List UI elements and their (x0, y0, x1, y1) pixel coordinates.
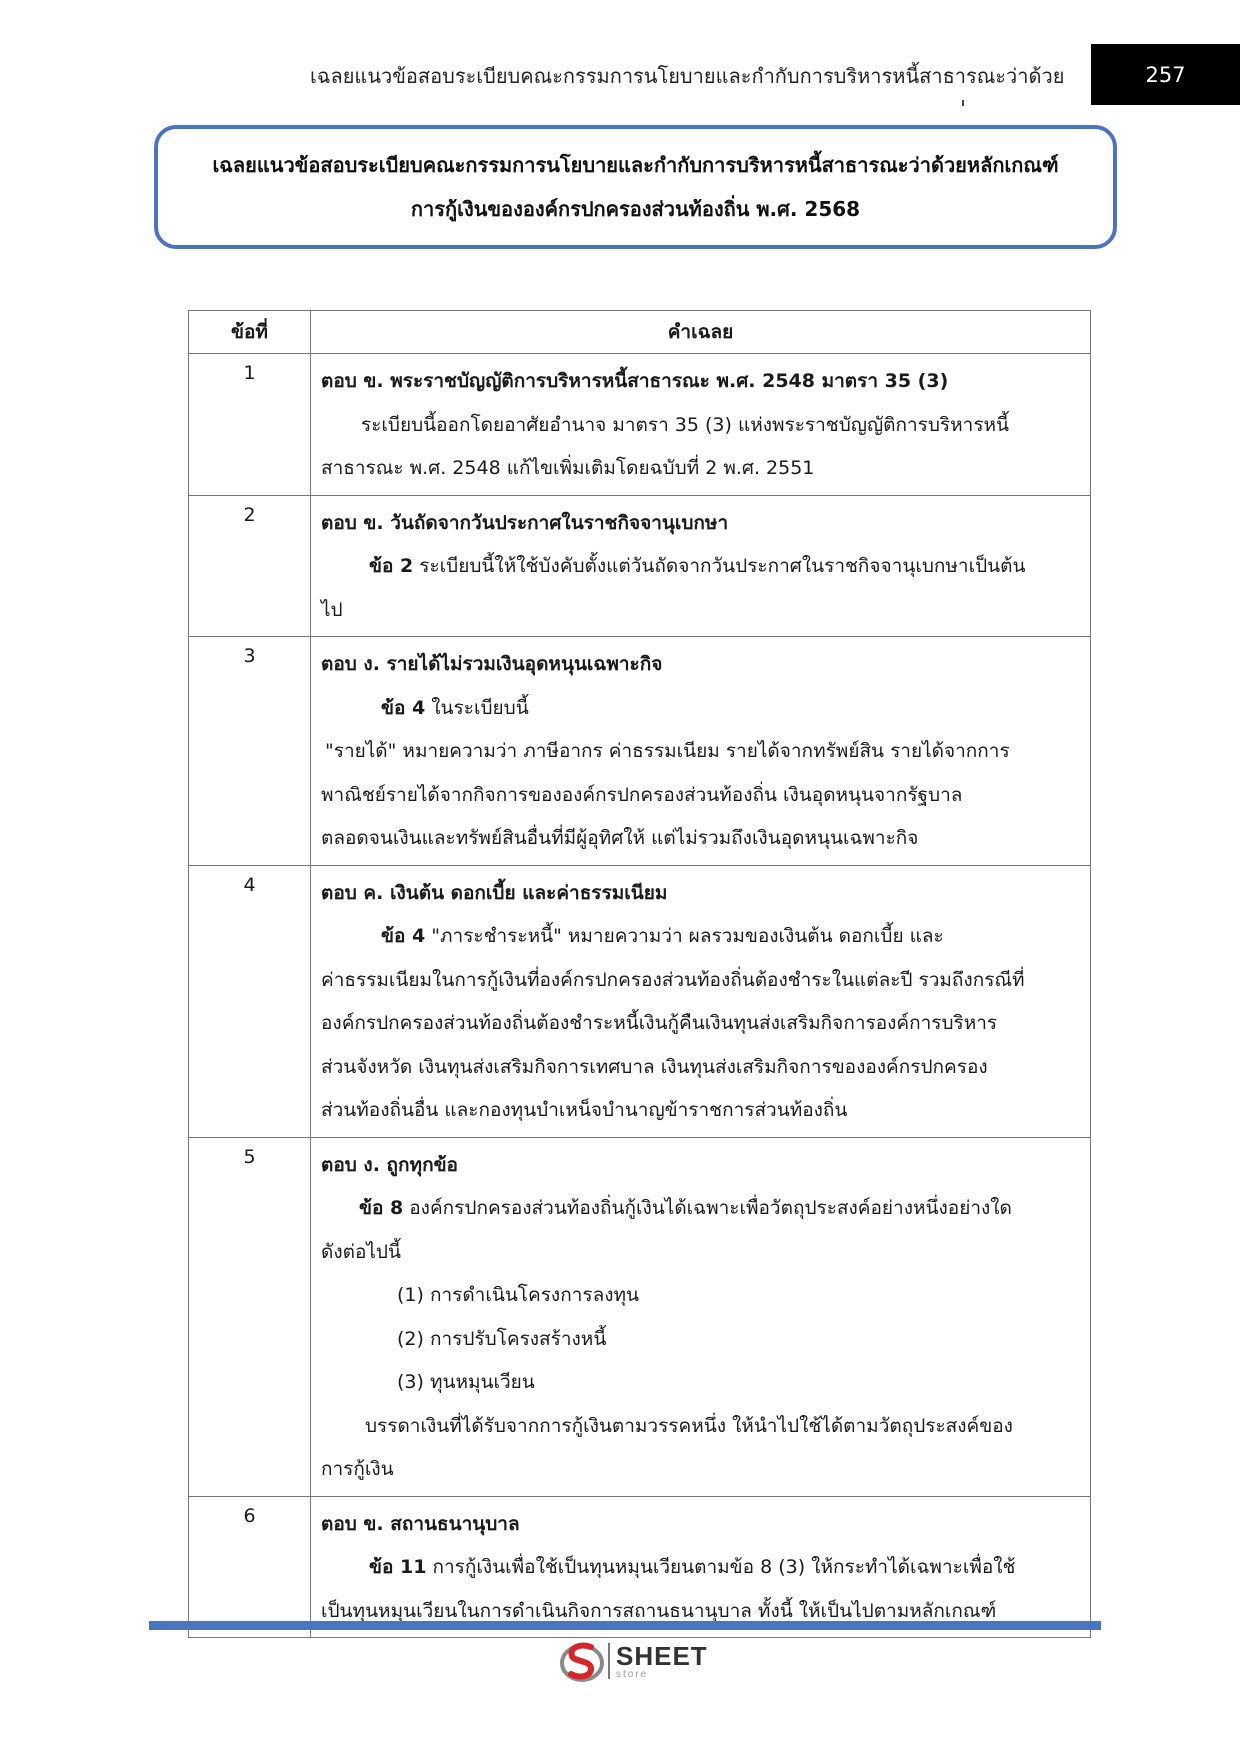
list-item: (2) การปรับโครงสร้างหนี้ (397, 1327, 607, 1350)
explanation-line: บรรดาเงินที่ได้รับจากการกู้เงินตามวรรคหนึ่ง ให้นำไปใช้ได้ตามวัตถุประสงค์ของ (365, 1414, 1013, 1437)
explanation-line: ส่วนจังหวัด เงินทุนส่งเสริมกิจการเทศบาล เงินทุนส่งเสริมกิจการขององค์กรปกครอง (321, 1055, 988, 1078)
clause-text: ในระเบียบนี้ (425, 696, 529, 719)
running-header: เฉลยแนวข้อสอบระเบียบคณะกรรมการนโยบายและกำกับการบริหารหนี้สาธารณะว่าด้วย (310, 64, 1065, 88)
page-number: 257 (1145, 62, 1186, 87)
answer-heading: ตอบ ค. เงินต้น ดอกเบี้ย และค่าธรรมเนียม (321, 881, 668, 904)
table-row (189, 1496, 1091, 1638)
clause-text: ระเบียบนี้ให้ใช้บังคับตั้งแต่วันถัดจากวันประกาศในราชกิจจานุเบกษาเป็นต้น (413, 555, 1026, 577)
explanation-line (321, 1546, 1078, 1590)
table-header-row (189, 311, 1091, 354)
clause-text: องค์กรปกครองส่วนท้องถิ่นกู้เงินได้เฉพาะเพื่อวัตถุประสงค์อย่างหนึ่งอย่างใด (403, 1197, 1012, 1219)
list-item: (1) การดำเนินโครงการลงทุน (397, 1284, 640, 1306)
logo-separator (608, 1643, 610, 1679)
explanation-line: การกู้เงิน (321, 1458, 394, 1480)
answer-cell (311, 354, 1091, 496)
row-number: 2 (189, 495, 311, 637)
list-item: (3) ทุนหมุนเวียน (397, 1371, 535, 1393)
answer-heading: ตอบ ง. รายได้ไม่รวมเงินอุดหนุนเฉพาะกิจ (321, 653, 663, 675)
logo-main-text: SHEET (616, 1640, 708, 1671)
explanation-line (321, 687, 1078, 731)
row-number: 4 (189, 865, 311, 1137)
clause-label: ข้อ 4 (381, 925, 426, 947)
explanation-line: "รายได้" หมายความว่า ภาษีอากร ค่าธรรมเนียม รายได้จากทรัพย์สิน รายได้จากการ (325, 740, 1010, 762)
table-row (189, 354, 1091, 496)
answer-heading: ตอบ ข. พระราชบัญญัติการบริหารหนี้สาธารณะ พ.ศ. 2548 มาตรา 35 (3) (321, 370, 949, 392)
row-number: 5 (189, 1137, 311, 1496)
column-header-answer: คำเฉลย (311, 311, 1091, 354)
answer-cell (311, 637, 1091, 866)
answer-cell (311, 1137, 1091, 1496)
row-number: 6 (189, 1496, 311, 1638)
explanation-line: เป็นทุนหมุนเวียนในการดำเนินกิจการสถานธนานุบาล ทั้งนี้ ให้เป็นไปตามหลักเกณฑ์ (321, 1599, 997, 1622)
answer-heading: ตอบ ง. ถูกทุกข้อ (321, 1153, 458, 1176)
answer-heading: ตอบ ข. วันถัดจากวันประกาศในราชกิจจานุเบกษา (321, 511, 729, 534)
table-row (189, 865, 1091, 1137)
explanation-line: ค่าธรรมเนียมในการกู้เงินที่องค์กรปกครองส่วนท้องถิ่นต้องชำระในแต่ละปี รวมถึงกรณีที่ (321, 968, 1025, 991)
clause-label: ข้อ 8 (359, 1197, 404, 1219)
sheet-store-logo (560, 1636, 708, 1686)
explanation-line (321, 915, 1078, 959)
explanation-line: ไป (321, 598, 343, 621)
row-number: 3 (189, 637, 311, 866)
logo-sub-text: store (616, 1668, 649, 1680)
clause-text: การกู้เงินเพื่อใช้เป็นทุนหมุนเวียนตามข้อ 8 (3) ให้กระทำได้เฉพาะเพื่อใช้ (426, 1556, 1016, 1578)
table-row (189, 1137, 1091, 1496)
explanation-line: ตลอดจนเงินและทรัพย์สินอื่นที่มีผู้อุทิศให้ แต่ไม่รวมถึงเงินอุดหนุนเฉพาะกิจ (321, 827, 919, 849)
document-title-line-2: การกู้เงินขององค์กรปกครองส่วนท้องถิ่น พ.ศ. 2568 (410, 197, 861, 221)
clause-label: ข้อ 11 (369, 1556, 427, 1578)
clause-label: ข้อ 2 (369, 555, 414, 577)
answer-cell (311, 1496, 1091, 1638)
logo-text (616, 1640, 708, 1680)
answer-cell (311, 865, 1091, 1137)
clause-label: ข้อ 4 (381, 696, 426, 719)
explanation-line (321, 545, 1078, 589)
logo-mark-icon (560, 1639, 604, 1683)
explanation-line: สาธารณะ พ.ศ. 2548 แก้ไขเพิ่มเติมโดยฉบับที่ 2 พ.ศ. 2551 (321, 457, 815, 479)
explanation-line: ส่วนท้องถิ่นอื่น และกองทุนบำเหน็จบำนาญข้าราชการส่วนท้องถิ่น (321, 1099, 848, 1121)
header-mark (962, 100, 964, 106)
page-number-box (1091, 44, 1240, 105)
column-header-number: ข้อที่ (189, 311, 311, 354)
explanation-line: พาณิชย์รายได้จากกิจการขององค์กรปกครองส่วนท้องถิ่น เงินอุดหนุนจากรัฐบาล (321, 783, 963, 806)
answer-table (188, 310, 1091, 1638)
answer-heading: ตอบ ข. สถานธนานุบาล (321, 1512, 520, 1535)
explanation-line (321, 1187, 1078, 1231)
footer-divider (149, 1621, 1101, 1630)
explanation-line: ระเบียบนี้ออกโดยอาศัยอำนาจ มาตรา 35 (3) แห่งพระราชบัญญัติการบริหารหนี้ (361, 413, 1010, 436)
answer-cell (311, 495, 1091, 637)
explanation-line: องค์กรปกครองส่วนท้องถิ่นต้องชำระหนี้เงินกู้คืนเงินทุนส่งเสริมกิจการองค์การบริหาร (321, 1012, 998, 1034)
table-row (189, 495, 1091, 637)
document-title-box (154, 125, 1117, 249)
table-row (189, 637, 1091, 866)
document-title-line-1: เฉลยแนวข้อสอบระเบียบคณะกรรมการนโยบายและกำกับการบริหารหนี้สาธารณะว่าด้วยหลักเกณฑ์ (212, 153, 1059, 177)
row-number: 1 (189, 354, 311, 496)
clause-text: "ภาระชำระหนี้" หมายความว่า ผลรวมของเงินต้น ดอกเบี้ย และ (425, 925, 944, 947)
explanation-line: ดังต่อไปนี้ (321, 1240, 401, 1263)
